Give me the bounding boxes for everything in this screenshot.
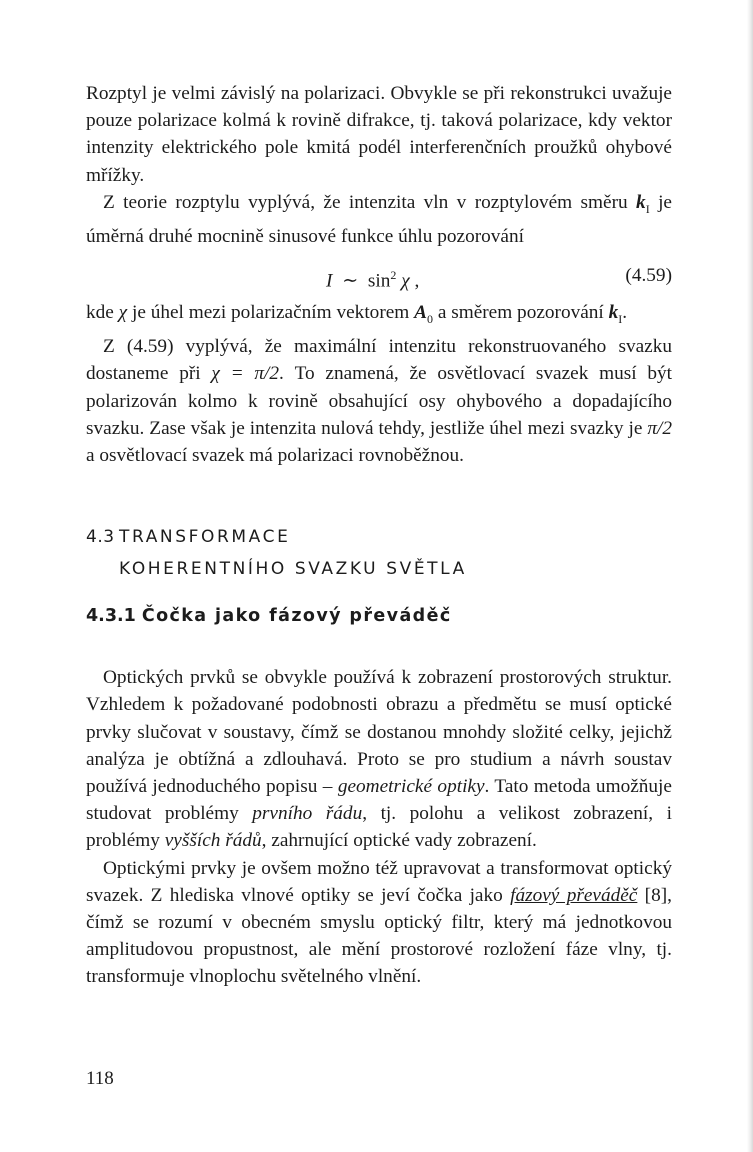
paragraph-polarization-scattering: Rozptyl je velmi závislý na polarizaci. Obvykle se při rekonstrukci uvažuje pouze polarizace kolmá k rovině difrakce, tj. taková polarizace, kdy vektor intenzity elektrického pole kmitá podél interferenčních proužků ohybové mřížky. [86,83,672,186]
paragraph-scattering-theory: Z teorie rozptylu vyplývá, že intenzita vln v rozptylovém směru $k_I$ je úměrná druhé mocnině sinusové funkce úhlu pozorování [86,191,672,247]
subsection-title: Čočka jako fázový převáděč [141,606,452,627]
equation-number: (4.59) [625,265,672,287]
equation-4-59 [86,262,672,292]
paragraph-max-intensity: Z (4.59) vyplývá, že maximální intenzitu rekonstruovaného svazku dostaneme při χ = π/2. To znamená, že osvětlovací svazek musí být polarizován kolmo k rovině obsahující osy ohybového a dopadajícího svazku. Zase však je intenzita nulová tehdy, jestliže úhel mezi svazky je π/2 a osvětlovací svazek má polarizaci rovnoběžnou. [86,336,673,466]
equation-body: I ∼ $\sin^2 \chi$ , [326,268,420,292]
paragraph-optical-elements: Optických prvků se obvykle používá k zobrazení prostorových struktur. Vzhledem k požadované podobnosti obrazu a předmětu se musí optické prvky slučovat v soustavy, čímž se dostanou mnohdy složité celky, jejichž analýza je obtížná a zdlouhavá. Proto se pro studium a návrh soustav používá jednoduchého popisu – geometrické optiky. Tato metoda umožňuje studovat problémy prvního řádu, tj. polohu a velikost zobrazení, i problémy vyšších řádů, zahrnující optické vady zobrazení. [86,667,672,852]
section-title-line-1: 4.3 TRANSFORMACE [86,521,672,553]
section-title-line-2: KOHERENTNÍHO SVAZKU SVĚTLA [119,559,467,580]
page-body [86,80,672,991]
section-number: 4.3 [86,527,115,548]
paragraph-phase-converter: Optickými prvky je ovšem možno též upravovat a transformovat optický svazek. Z hlediska vlnové optiky se jeví čočka jako fázový převáděč [8], čímž se rozumí v obecném smyslu optický filtr, který má jednotkovou amplitudovou propustnost, ale mění prostorové rozložení fáze vlny, tj. transformuje vlnoplochu světelného vlnění. [86,857,672,988]
page-number: 118 [86,1068,114,1089]
vector-k: k [636,191,646,213]
subsection-number: 4.3.1 [86,606,136,627]
page-edge-shadow [747,0,753,1152]
paragraph-chi-definition: kde χ je úhel mezi polarizačním vektorem $A_0$ a směrem pozorování $k_I$. [86,302,628,326]
section-heading [86,521,672,585]
subsection-heading [86,601,672,631]
